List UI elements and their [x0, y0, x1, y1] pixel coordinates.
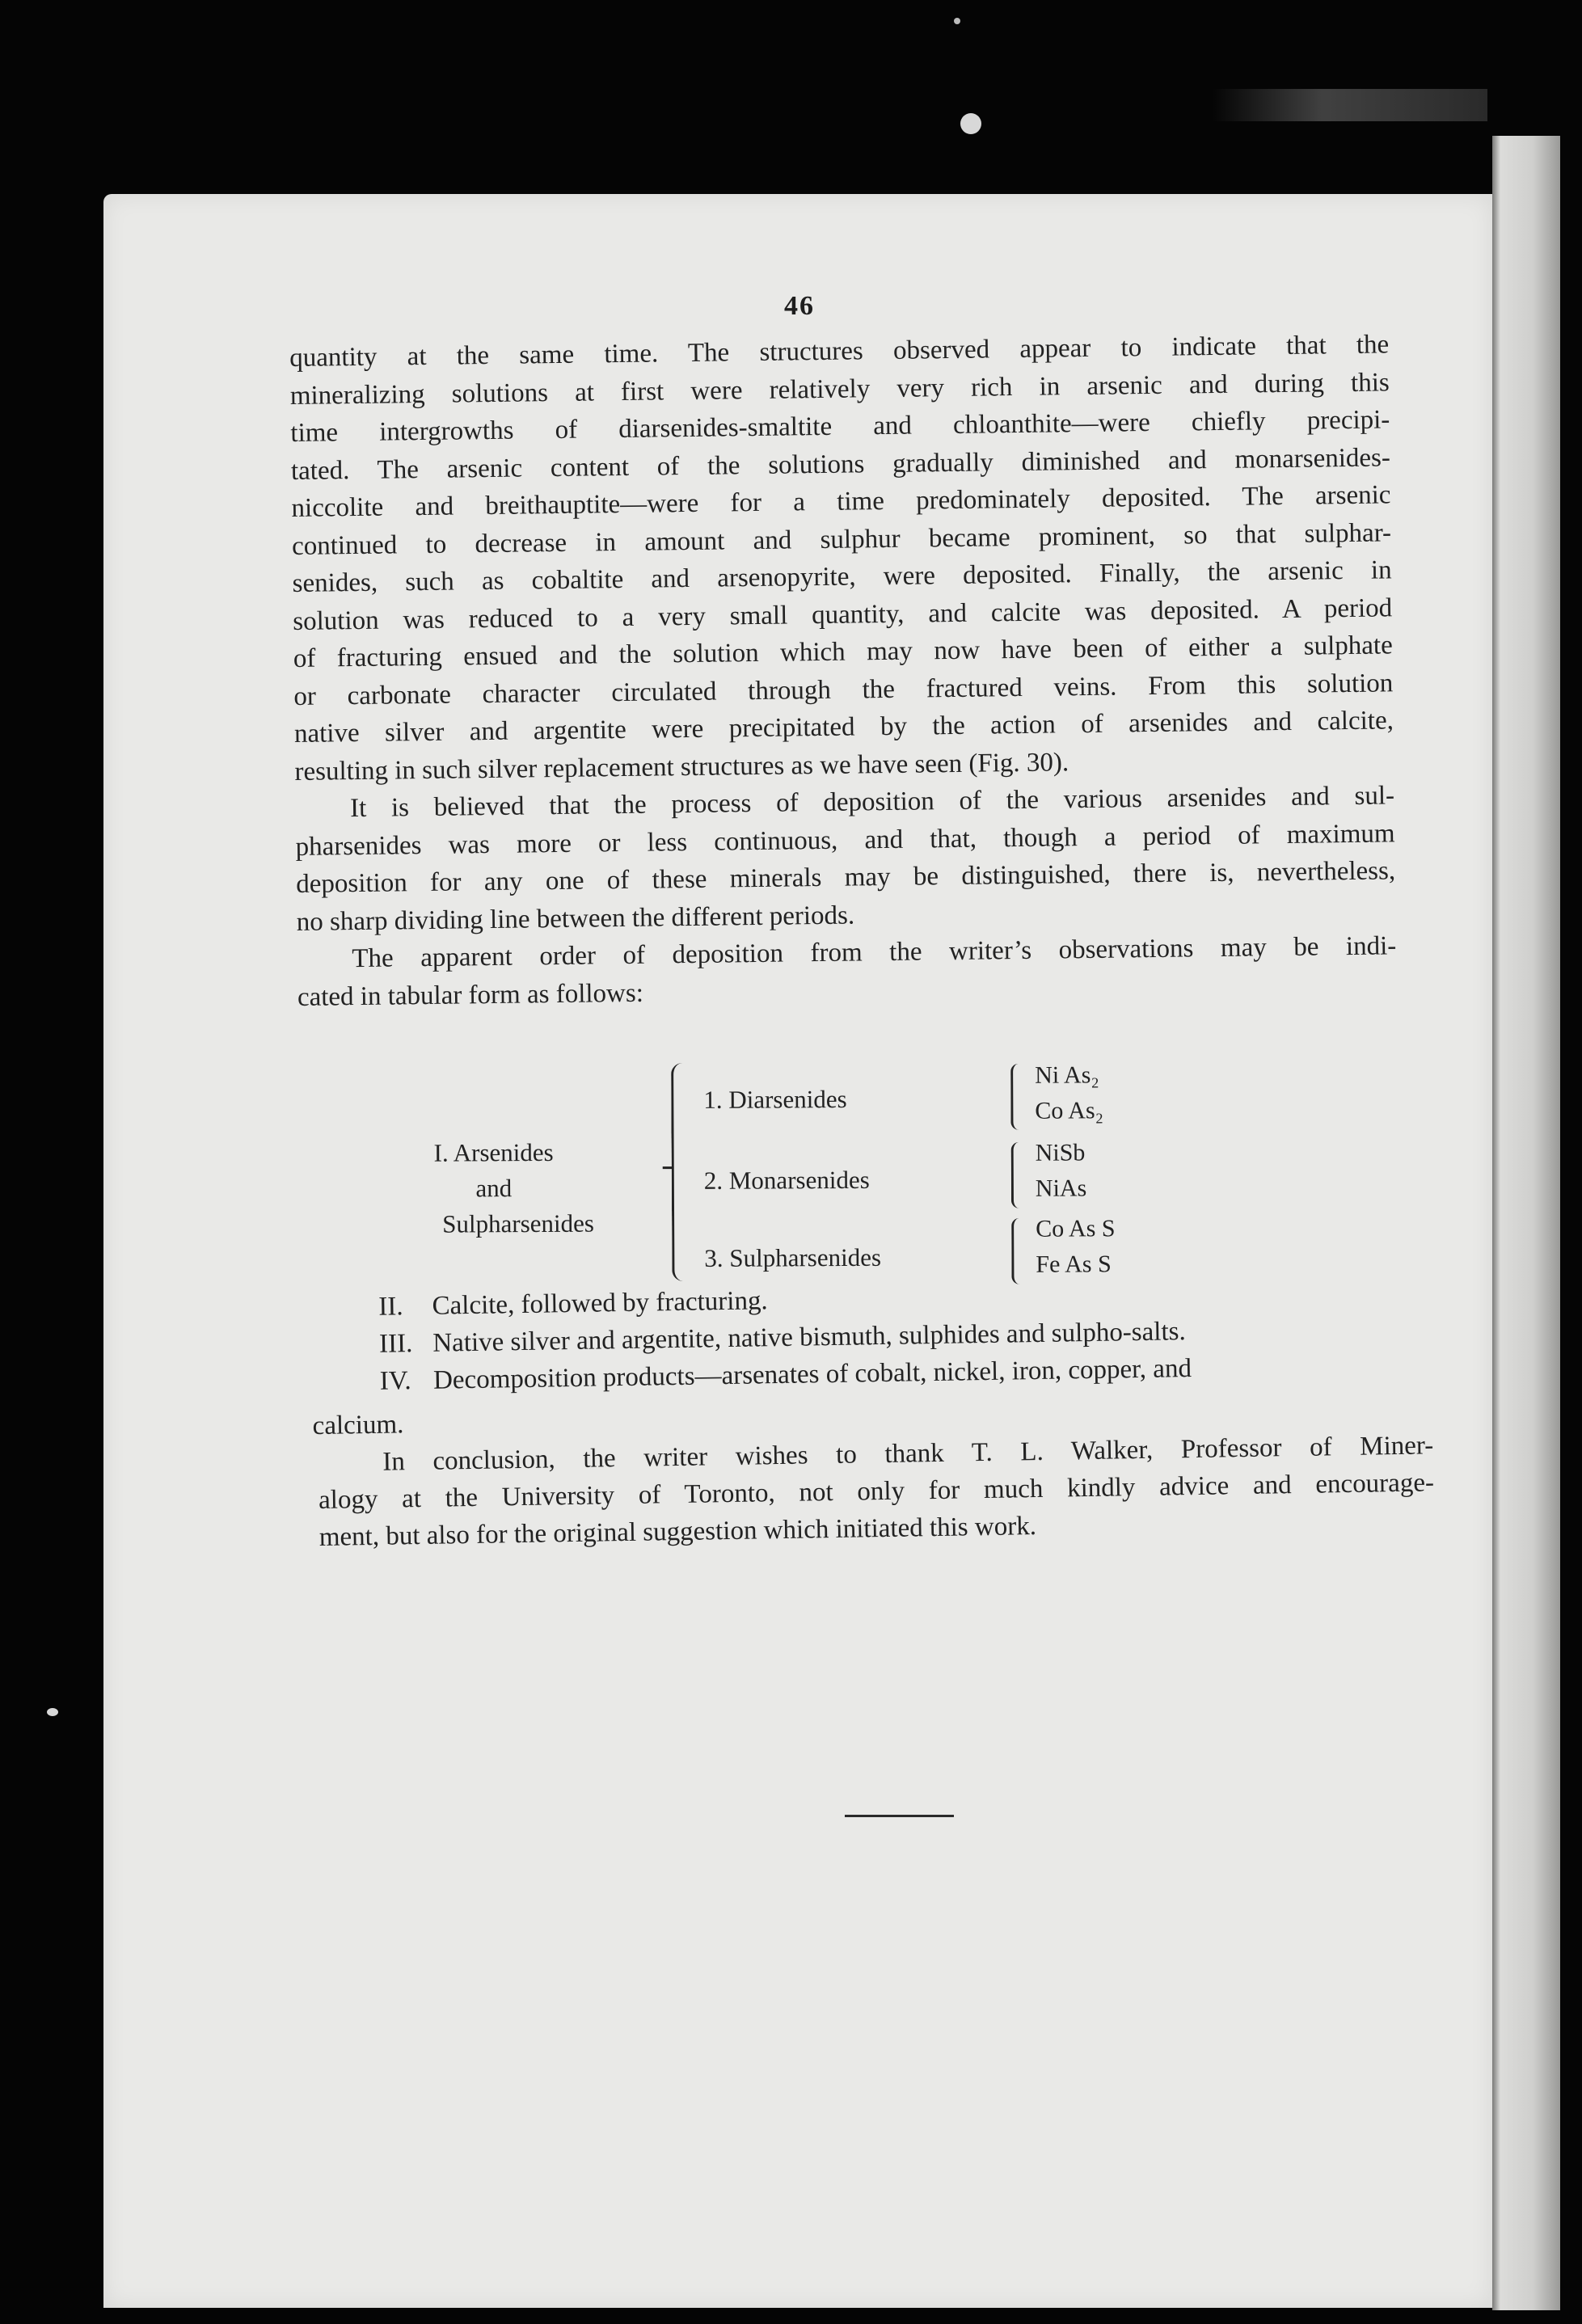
step-number: III. [378, 1329, 413, 1359]
class-label [381, 1135, 608, 1242]
text-line: In conclusion, the writer wishes to thank T. L. Walker, Professor of Miner- [382, 1431, 1434, 1477]
text-line: time intergrowths of diarsenides-smaltite and chloanthite—were chiefly precipi- [290, 405, 1390, 448]
deposition-steps [312, 1272, 1435, 1556]
text-line: no sharp dividing line between the different periods. [296, 900, 855, 937]
step-number: IV. [379, 1366, 411, 1396]
conclusion-paragraph [318, 1427, 1435, 1556]
formula: Co As S [1036, 1215, 1116, 1242]
text-line: deposition for any one of these minerals may be distinguished, there is, nevertheless, [296, 856, 1396, 899]
text-line: continued to decrease in amount and sulphur became prominent, so that sulphar- [291, 517, 1392, 561]
formula: NiSb [1035, 1139, 1086, 1166]
text-line: native silver and argentite were precipitated by the action of arsenides and calcite, [293, 706, 1394, 749]
class-label-line: and [475, 1174, 513, 1203]
paragraph-2 [295, 777, 1396, 941]
class-label-line: Sulpharsenides [442, 1208, 595, 1238]
group-name: 2. Monarsenides [703, 1165, 870, 1195]
formula-brace [1011, 1142, 1025, 1208]
text-line: ment, but also for the original suggestion which initiated this work. [319, 1512, 1037, 1552]
text-line: pharsenides was more or less continuous, and that, though a period of maximum [295, 818, 1395, 862]
text-line: tated. The arsenic content of the solutions gradually diminished and monarsenides- [290, 442, 1391, 486]
scan-speck [954, 18, 960, 24]
group-brace [671, 1063, 689, 1281]
deposition-table [380, 1051, 1190, 1297]
paragraph-1 [289, 326, 1394, 791]
text-line: quantity at the same time. The structures observed appear to indicate that the [289, 330, 1390, 373]
end-rule [845, 1815, 954, 1817]
paragraph-3 [297, 927, 1397, 1016]
text-line: solution was reduced to a very small quantity, and calcite was deposited. A period [293, 593, 1393, 636]
page-number: 46 [784, 291, 815, 321]
scan-speck [960, 113, 981, 134]
text-line: resulting in such silver replacement structures as we have seen (Fig. 30). [294, 747, 1069, 787]
text-line: alogy at the University of Toronto, not only for much kindly advice and encourage- [318, 1468, 1435, 1515]
step-text: Decomposition products—arsenates of cobalt, nickel, iron, copper, and [432, 1353, 1192, 1395]
class-label-line: I. Arsenides [433, 1137, 554, 1167]
step-continuation: calcium. [312, 1410, 404, 1441]
adjacent-page-edge [1492, 136, 1560, 2310]
text-line: or carbonate character circulated through the fractured veins. From this solution [293, 668, 1394, 711]
scan-artifact [1213, 89, 1487, 121]
step-number: II. [378, 1292, 403, 1322]
text-line: mineralizing solutions at first were relatively very rich in arsenic and during this [289, 367, 1390, 411]
step-text: Native silver and argentite, native bismuth, sulphides and sulpho-salts. [432, 1317, 1186, 1358]
formula: Fe As S [1036, 1251, 1112, 1278]
formula-brace [1010, 1064, 1024, 1130]
text-line: cated in tabular form as follows: [297, 978, 644, 1012]
text-line: senides, such as cobaltite and arsenopyrite, were deposited. Finally, the arsenic in [292, 555, 1392, 598]
text-line: It is believed that the process of deposition of the various arsenides and sul- [349, 781, 1395, 824]
text-line: of fracturing ensued and the solution which may now have been of either a sulphate [293, 631, 1393, 673]
formula: Co As₂ [1035, 1097, 1104, 1124]
formula-brace [1011, 1218, 1025, 1284]
text-line: The apparent order of deposition from the writer’s observations may be indi- [352, 931, 1397, 974]
text-line: niccolite and breithauptite—were for a time predominately deposited. The arsenic [291, 480, 1391, 523]
group-name: 3. Sulpharsenides [704, 1242, 882, 1272]
body-text [289, 326, 1397, 1016]
formula: Ni As₂ [1035, 1061, 1099, 1089]
step-text: Calcite, followed by fracturing. [432, 1286, 768, 1321]
group-name: 1. Diarsenides [703, 1084, 847, 1114]
scan-speck [47, 1708, 58, 1716]
formula: NiAs [1035, 1175, 1087, 1202]
